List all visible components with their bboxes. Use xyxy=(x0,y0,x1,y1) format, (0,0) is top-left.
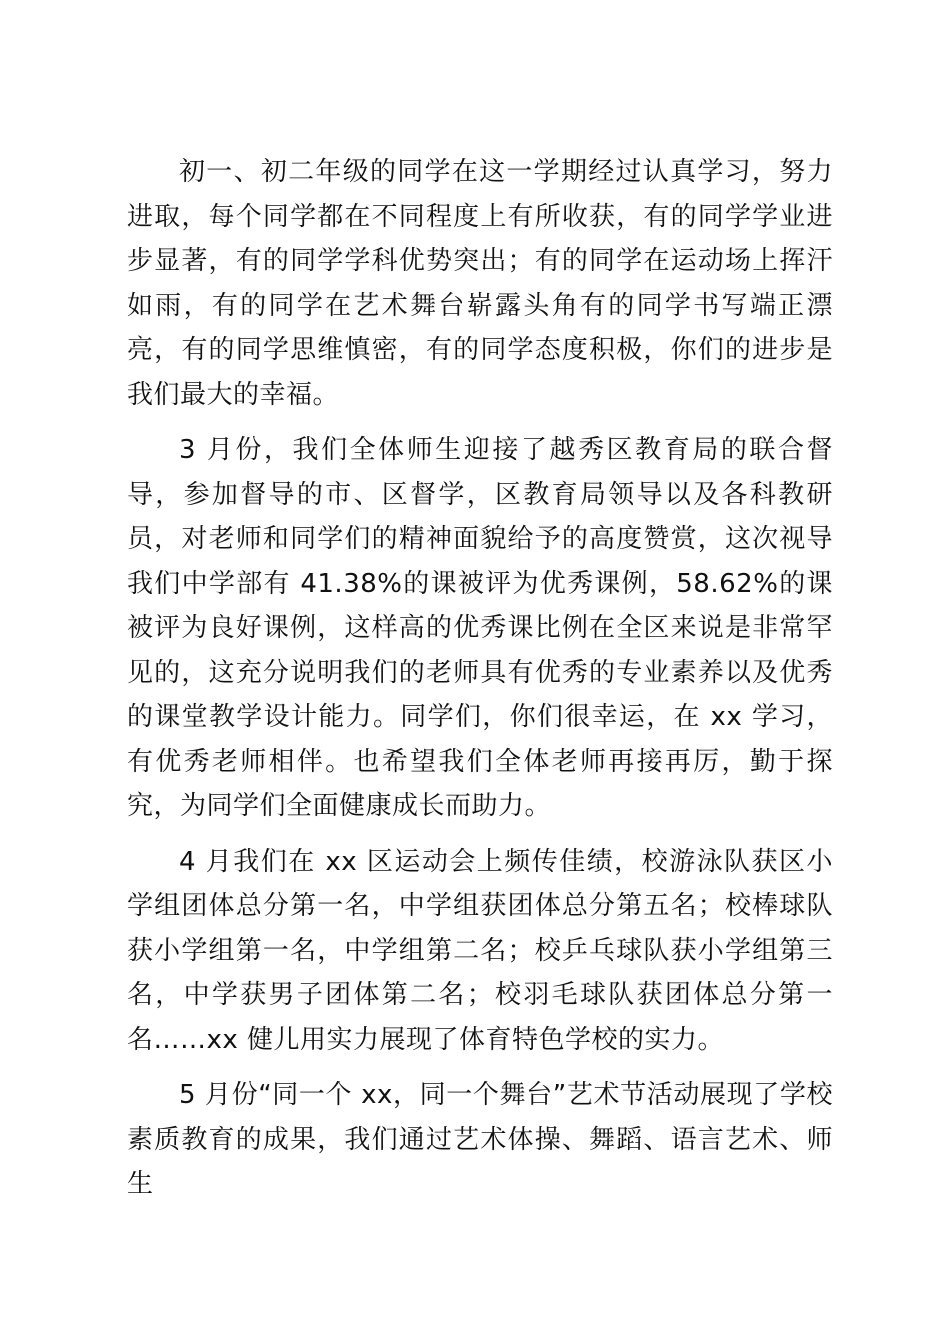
paragraph-3: 4 月我们在 xx 区运动会上频传佳绩，校游泳队获区小学组团体总分第一名，中学组获团体总分第五名；校棒球队获小学组第一名，中学组第二名；校乒乓球队获小学组第三名，中学获男子团体第二名；校羽毛球队获团体总分第一名……xx 健儿用实力展现了体育特色学校的实力。 xyxy=(127,846,833,1055)
paragraph-1: 初一、初二年级的同学在这一学期经过认真学习，努力进取，每个同学都在不同程度上有所收获，有的同学学业进步显著，有的同学学科优势突出；有的同学在运动场上挥汗如雨，有的同学在艺术舞台崭露头角有的同学书写端正漂亮，有的同学思维慎密，有的同学态度积极，你们的进步是我们最大的幸福。 xyxy=(127,157,833,410)
document-body xyxy=(127,150,833,1207)
paragraph-4: 5 月份“同一个 xx，同一个舞台”艺术节活动展现了学校素质教育的成果，我们通过艺术体操、舞蹈、语言艺术、师生 xyxy=(127,1080,833,1199)
paragraph-2: 3 月份，我们全体师生迎接了越秀区教育局的联合督导，参加督导的市、区督学，区教育局领导以及各科教研员，对老师和同学们的精神面貌给予的高度赞赏，这次视导我们中学部有 41.38%的课被评为优秀课例，58.62%的课被评为良好课例，这样高的优秀课比例在全区来说是非常罕见的，这充分说明我们的老师具有优秀的专业素养以及优秀的课堂教学设计能力。同学们，你们很幸运，在 xx 学习，有优秀老师相伴。也希望我们全体老师再接再厉，勤于探究，为同学们全面健康成长而助力。 xyxy=(127,435,833,821)
